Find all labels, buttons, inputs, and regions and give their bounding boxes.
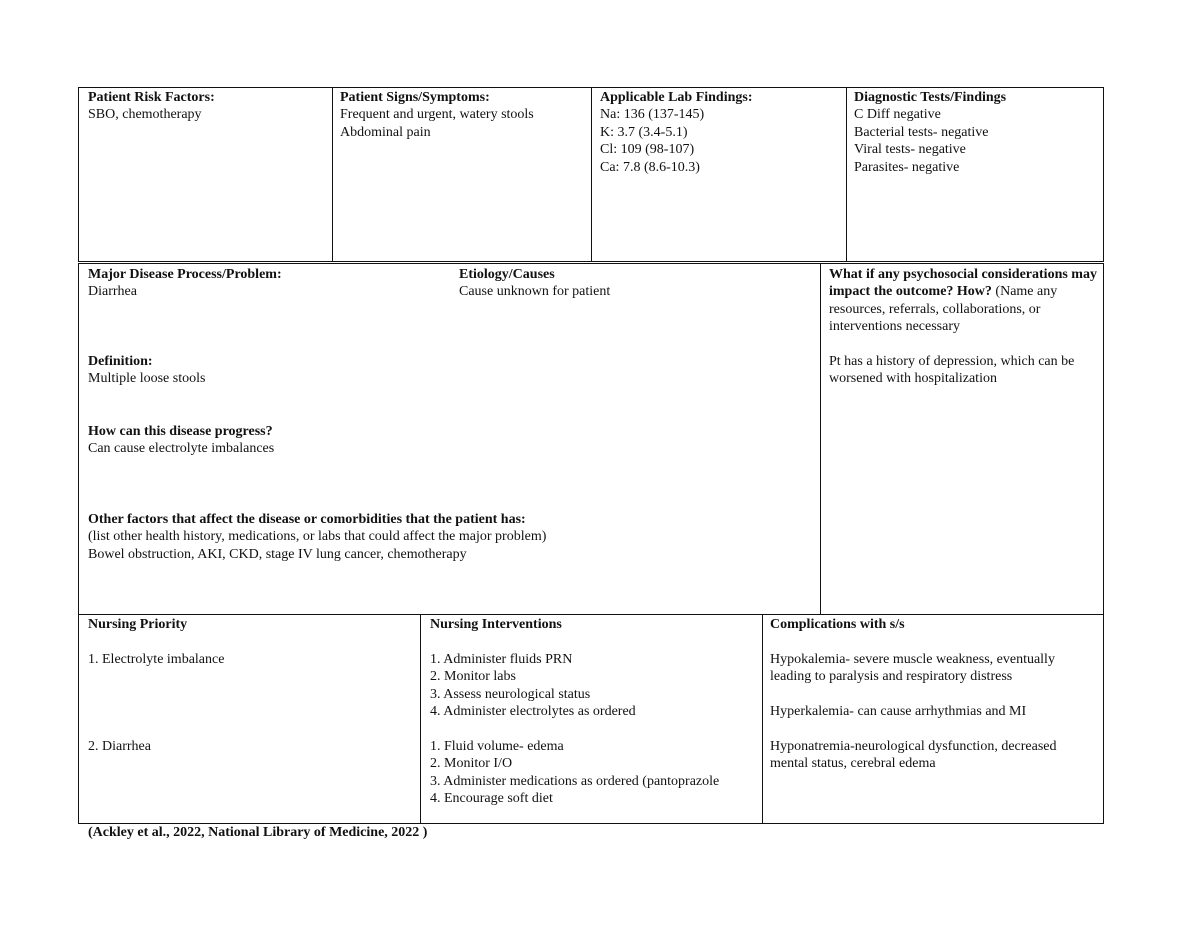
intervention-item: 1. Administer fluids PRN: [430, 651, 573, 667]
complications-cell: [770, 616, 1092, 773]
citation: (Ackley et al., 2022, National Library of Medicine, 2022 ): [88, 825, 428, 840]
major-disease-value: Diarrhea: [88, 284, 137, 300]
signs-symptoms-heading: Patient Signs/Symptoms:: [340, 90, 490, 105]
lab-value-sodium: Na: 136 (137-145): [600, 107, 705, 123]
complications-heading: Complications with s/s: [770, 617, 905, 632]
lab-value-calcium: Ca: 7.8 (8.6-10.3): [600, 159, 700, 175]
lab-value-chloride: Cl: 109 (98-107): [600, 142, 695, 158]
nursing-interventions-heading: Nursing Interventions: [430, 617, 562, 632]
definition-cell: [88, 353, 808, 388]
etiology-cell: [459, 266, 814, 301]
intervention-item: 2. Monitor I/O: [430, 756, 513, 772]
middle-table-divider: [820, 264, 821, 614]
signs-symptoms-line: Abdominal pain: [340, 124, 431, 140]
other-factors-cell: [88, 511, 813, 563]
psychosocial-heading: What if any psychosocial considerations may impact the outcome? How?: [829, 267, 1097, 300]
nursing-priority-item: 2. Diarrhea: [88, 738, 151, 754]
progression-cell: [88, 423, 808, 458]
other-factors-heading: Other factors that affect the disease or comorbidities that the patient has:: [88, 512, 526, 527]
etiology-heading: Etiology/Causes: [459, 267, 555, 282]
major-disease-cell: [88, 266, 448, 301]
nursing-priority-cell: [88, 616, 416, 755]
progression-value: Can cause electrolyte imbalances: [88, 441, 275, 457]
diagnostic-test-result: C Diff negative: [854, 107, 941, 123]
bottom-table-divider: [420, 615, 421, 823]
other-factors-value: Bowel obstruction, AKI, CKD, stage IV lung cancer, chemotherapy: [88, 546, 467, 562]
signs-symptoms-line: Frequent and urgent, watery stools: [340, 107, 534, 123]
diagnostic-tests-heading: Diagnostic Tests/Findings: [854, 90, 1007, 105]
top-table-divider: [591, 88, 592, 261]
risk-factors-cell: [88, 89, 328, 124]
diagnostic-test-result: Viral tests- negative: [854, 142, 966, 158]
intervention-item: 4. Encourage soft diet: [430, 791, 553, 807]
bottom-table-divider: [762, 615, 763, 823]
major-disease-heading: Major Disease Process/Problem:: [88, 267, 282, 282]
progression-heading: How can this disease progress?: [88, 424, 273, 439]
nursing-priority-heading: Nursing Priority: [88, 617, 188, 632]
etiology-value: Cause unknown for patient: [459, 284, 611, 300]
diagnostic-test-result: Parasites- negative: [854, 159, 960, 175]
psychosocial-value: Pt has a history of depression, which can be worsened with hospitalization: [829, 354, 1075, 387]
signs-symptoms-cell: [340, 89, 588, 141]
intervention-item: 4. Administer electrolytes as ordered: [430, 704, 636, 720]
definition-heading: Definition:: [88, 354, 153, 369]
definition-value: Multiple loose stools: [88, 371, 206, 387]
top-table-divider: [332, 88, 333, 261]
diagnostic-tests-cell: [854, 89, 1099, 176]
lab-findings-cell: [600, 89, 842, 176]
complication-item: Hyperkalemia- can cause arrhythmias and MI: [770, 704, 1027, 719]
risk-factors-heading: Patient Risk Factors:: [88, 90, 215, 105]
intervention-item: 3. Administer medications as ordered (pantoprazole: [430, 773, 720, 789]
lab-value-potassium: K: 3.7 (3.4-5.1): [600, 124, 688, 140]
top-table-divider: [846, 88, 847, 261]
intervention-item: 2. Monitor labs: [430, 669, 516, 685]
intervention-item: 3. Assess neurological status: [430, 686, 591, 702]
risk-factors-line: SBO, chemotherapy: [88, 107, 202, 123]
complication-item: Hyponatremia-neurological dysfunction, decreased mental status, cerebral edema: [770, 738, 1057, 772]
psychosocial-instruction: (Name any resources, referrals, collaborations, or interventions necessary: [829, 284, 1058, 335]
lab-findings-heading: Applicable Lab Findings:: [600, 90, 753, 105]
psychosocial-prompt: [829, 266, 1099, 336]
complication-item: Hypokalemia- severe muscle weakness, eventually leading to paralysis and respiratory distress: [770, 651, 1055, 685]
psychosocial-cell: [829, 266, 1099, 388]
nursing-interventions-cell: [430, 616, 760, 807]
other-factors-instruction: (list other health history, medications, or labs that could affect the major problem): [88, 529, 547, 545]
diagnostic-test-result: Bacterial tests- negative: [854, 124, 989, 140]
nursing-priority-item: 1. Electrolyte imbalance: [88, 651, 225, 667]
intervention-item: 1. Fluid volume- edema: [430, 738, 564, 754]
